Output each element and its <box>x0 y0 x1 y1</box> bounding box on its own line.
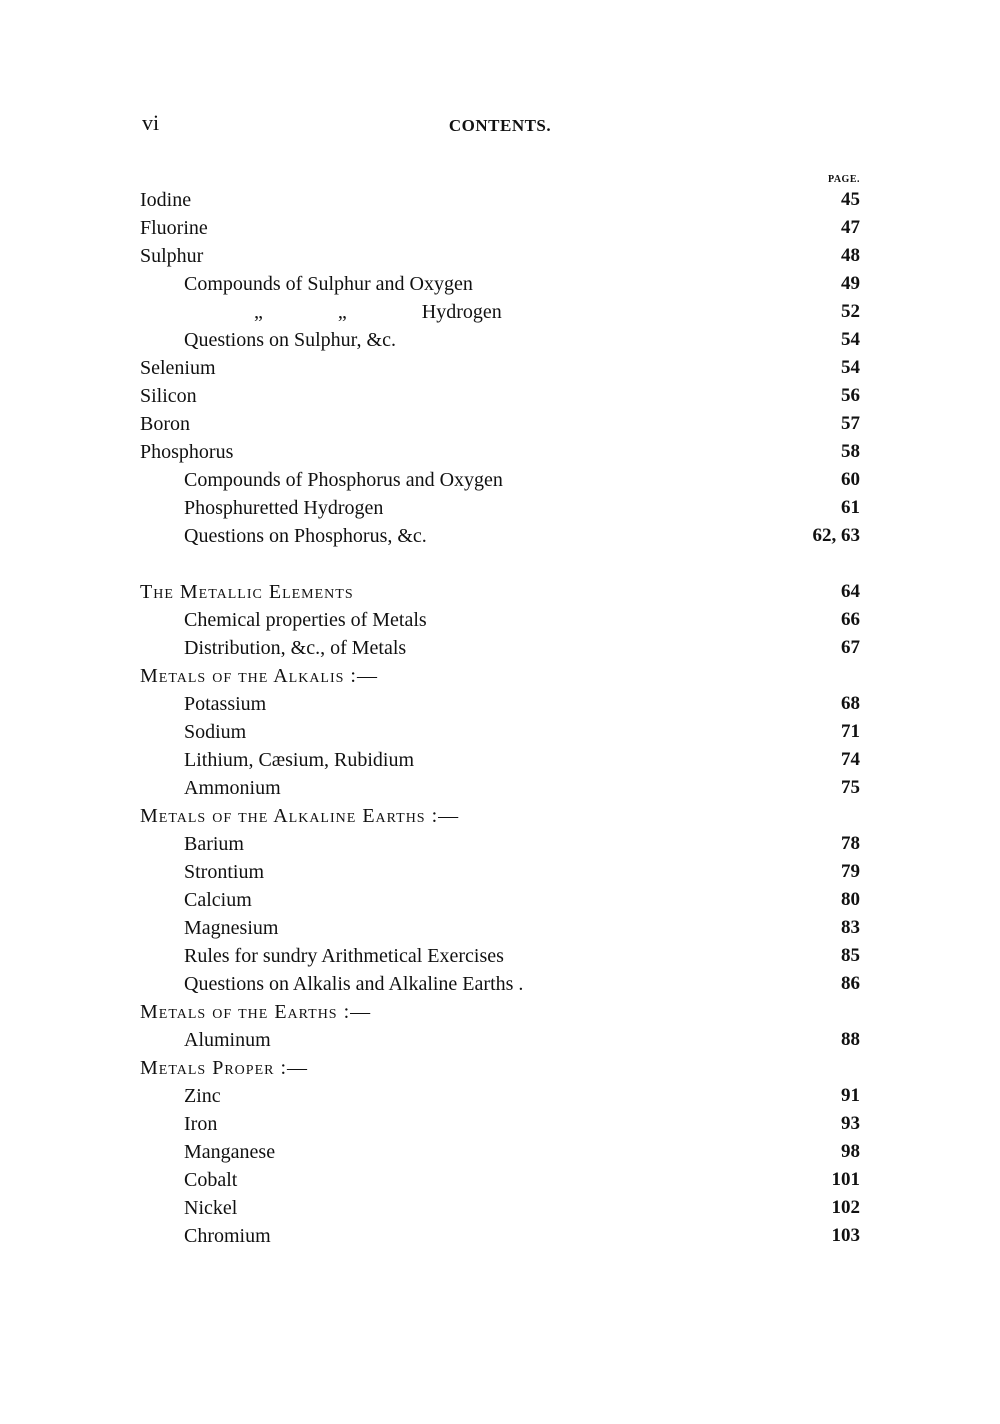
section-gap <box>0 550 1000 578</box>
toc-entry-page: 68 <box>841 693 860 714</box>
toc-entry <box>0 718 1000 746</box>
toc-entry-title: Chemical properties of Metals <box>184 609 427 631</box>
toc-entry-title: Rules for sundry Arithmetical Exercises <box>184 945 504 967</box>
toc-entry-page: 47 <box>841 217 860 238</box>
toc-entry-title: Selenium <box>140 357 216 379</box>
toc-section-heading <box>0 578 1000 606</box>
toc-entry-page: 48 <box>841 245 860 266</box>
toc-entry-title: The Metallic Elements <box>140 581 354 603</box>
toc-entry <box>0 354 1000 382</box>
toc-entry-title: Potassium <box>184 693 267 715</box>
toc-entry <box>0 522 1000 550</box>
toc-entry-page: 62, 63 <box>812 525 860 546</box>
toc-entry-page: 54 <box>841 329 860 350</box>
toc-entry-page: 67 <box>841 637 860 658</box>
toc-entry-title: Questions on Phosphorus, &c. <box>184 525 427 547</box>
toc-entry-title: Compounds of Sulphur and Oxygen <box>184 273 473 295</box>
toc-entry-title: Barium <box>184 833 244 855</box>
toc-entry-title: Nickel <box>184 1197 238 1219</box>
toc-entry <box>0 1166 1000 1194</box>
toc-entry-page: 74 <box>841 749 860 770</box>
toc-entry <box>0 466 1000 494</box>
toc-entry-title: Iodine <box>140 189 192 211</box>
toc-entry-title: Magnesium <box>184 917 279 939</box>
toc-entry <box>0 270 1000 298</box>
toc-entry <box>0 914 1000 942</box>
toc-entry-title: Ammonium <box>184 777 281 799</box>
toc-entry <box>0 298 1000 326</box>
toc-entry <box>0 942 1000 970</box>
toc-entry <box>0 1138 1000 1166</box>
toc-entry-page: 49 <box>841 273 860 294</box>
toc-entry-title: Strontium <box>184 861 265 883</box>
toc-entry-title: Aluminum <box>184 1029 271 1051</box>
toc-entry-page: 80 <box>841 889 860 910</box>
toc-entry-title: Fluorine <box>140 217 208 239</box>
toc-entry-page: 45 <box>841 189 860 210</box>
toc-entry-page: 101 <box>831 1169 860 1190</box>
toc-entry-page: 56 <box>841 385 860 406</box>
toc-entry-title: Boron <box>140 413 190 435</box>
toc-entry <box>0 1194 1000 1222</box>
toc-entry-page: 79 <box>841 861 860 882</box>
toc-entry <box>0 746 1000 774</box>
toc-entry-page: 66 <box>841 609 860 630</box>
toc-entry-title: Iron <box>184 1113 218 1135</box>
toc-entry <box>0 886 1000 914</box>
toc-entry <box>0 858 1000 886</box>
toc-entry <box>0 830 1000 858</box>
toc-entry-title: Metals Proper :— <box>140 1057 309 1079</box>
toc-entry-title: „ „ Hydrogen <box>254 301 502 323</box>
toc-entry-title: Distribution, &c., of Metals <box>184 637 407 659</box>
toc-entry-title: Compounds of Phosphorus and Oxygen <box>184 469 503 491</box>
toc-section-heading <box>0 998 1000 1026</box>
toc-entry-page: 83 <box>841 917 860 938</box>
toc-entry-title: Metals of the Alkalis :— <box>140 665 378 687</box>
toc-entry-title: Questions on Alkalis and Alkaline Earths . <box>184 973 524 995</box>
toc-entry-title: Metals of the Earths :— <box>140 1001 372 1023</box>
toc-entry-title: Silicon <box>140 385 197 407</box>
toc-entry <box>0 1222 1000 1250</box>
toc-entry <box>0 970 1000 998</box>
toc-entry-page: 57 <box>841 413 860 434</box>
toc-entry-page: 103 <box>831 1225 860 1246</box>
page-column-label: PAGE. <box>827 174 860 185</box>
toc-entry <box>0 634 1000 662</box>
toc-entry-page: 88 <box>841 1029 860 1050</box>
toc-entry <box>0 690 1000 718</box>
toc-entry-title: Metals of the Alkaline Earths :— <box>140 805 460 827</box>
toc-entry-page: 71 <box>841 721 860 742</box>
page-number: vi <box>142 110 160 135</box>
toc-entry <box>0 1110 1000 1138</box>
toc-entry-page: 52 <box>841 301 860 322</box>
toc-entry <box>0 214 1000 242</box>
toc-entry-page: 85 <box>841 945 860 966</box>
toc-entry <box>0 326 1000 354</box>
toc-entry-title: Lithium, Cæsium, Rubidium <box>184 749 415 771</box>
toc-entry <box>0 438 1000 466</box>
toc-entry <box>0 774 1000 802</box>
toc-entry <box>0 494 1000 522</box>
toc-entry-title: Manganese <box>184 1141 276 1163</box>
toc-entry-title: Phosphuretted Hydrogen <box>184 497 384 519</box>
toc-section-heading <box>0 1054 1000 1082</box>
toc-entry-page: 98 <box>841 1141 860 1162</box>
toc-entry <box>0 242 1000 270</box>
toc-entry <box>0 606 1000 634</box>
toc-section-heading <box>0 802 1000 830</box>
toc-entry-title: Sodium <box>184 721 247 743</box>
running-title: CONTENTS. <box>448 116 552 135</box>
toc-entry-title: Cobalt <box>184 1169 238 1191</box>
toc-entry-title: Chromium <box>184 1225 271 1247</box>
toc-entry-page: 86 <box>841 973 860 994</box>
toc-entry-page: 54 <box>841 357 860 378</box>
toc-entry-title: Sulphur <box>140 245 204 267</box>
toc-section-heading <box>0 662 1000 690</box>
toc-entry <box>0 382 1000 410</box>
toc-entry-page: 102 <box>831 1197 860 1218</box>
toc-entry-page: 93 <box>841 1113 860 1134</box>
toc-entry <box>0 1082 1000 1110</box>
toc-entry-page: 75 <box>841 777 860 798</box>
toc-entry-title: Calcium <box>184 889 252 911</box>
toc-entry-page: 91 <box>841 1085 860 1106</box>
table-of-contents <box>0 186 1000 1250</box>
toc-entry-page: 58 <box>841 441 860 462</box>
toc-entry <box>0 1026 1000 1054</box>
toc-entry <box>0 186 1000 214</box>
toc-entry-page: 78 <box>841 833 860 854</box>
toc-entry-title: Questions on Sulphur, &c. <box>184 329 396 351</box>
toc-entry-page: 60 <box>841 469 860 490</box>
toc-entry <box>0 410 1000 438</box>
toc-entry-title: Zinc <box>184 1085 221 1107</box>
toc-entry-page: 64 <box>841 581 860 602</box>
toc-entry-page: 61 <box>841 497 860 518</box>
toc-entry-title: Phosphorus <box>140 441 234 463</box>
